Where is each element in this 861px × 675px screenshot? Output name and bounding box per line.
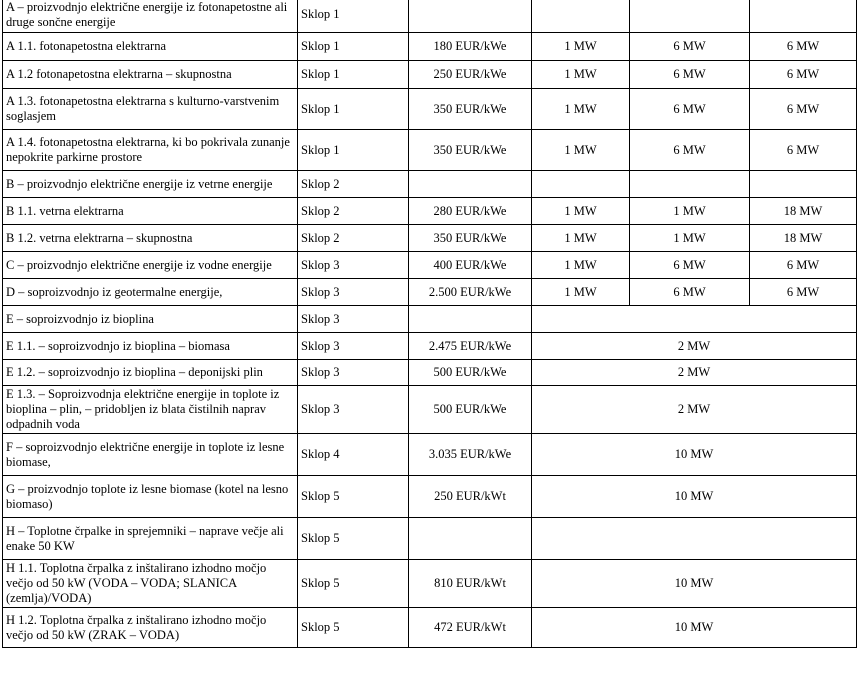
- power-min-cell: 1 MW: [532, 225, 630, 252]
- price-cell: 500 EUR/kWe: [409, 386, 532, 434]
- category-cell: C – proizvodnjo električne energije iz vodne energije: [3, 252, 298, 279]
- category-cell: A 1.4. fotonapetostna elektrarna, ki bo pokrivala zunanje nepokrite parkirne prostore: [3, 130, 298, 171]
- price-cell: 500 EUR/kWe: [409, 360, 532, 386]
- price-cell: [409, 306, 532, 333]
- power-max-cell: 6 MW: [750, 252, 857, 279]
- power-span-cell: 10 MW: [532, 434, 857, 476]
- sklop-cell: Sklop 5: [298, 476, 409, 518]
- power-max-cell: 6 MW: [750, 33, 857, 61]
- category-cell: H 1.2. Toplotna črpalka z inštalirano izhodno močjo večjo od 50 kW (ZRAK – VODA): [3, 608, 298, 648]
- power-span-cell: 10 MW: [532, 608, 857, 648]
- power-min-cell: 1 MW: [532, 33, 630, 61]
- power-min-cell: 1 MW: [532, 130, 630, 171]
- sklop-cell: Sklop 3: [298, 279, 409, 306]
- table-row: [3, 252, 857, 279]
- power-max-cell: 6 MW: [750, 61, 857, 89]
- table-body: [3, 0, 857, 648]
- power-min-cell: 1 MW: [532, 198, 630, 225]
- power-mid-cell: [630, 0, 750, 33]
- price-cell: 180 EUR/kWe: [409, 33, 532, 61]
- table-row: [3, 0, 857, 33]
- category-cell: A 1.3. fotonapetostna elektrarna s kulturno-varstvenim soglasjem: [3, 89, 298, 130]
- power-min-cell: [532, 171, 630, 198]
- power-mid-cell: 6 MW: [630, 89, 750, 130]
- sklop-cell: Sklop 5: [298, 518, 409, 560]
- category-cell: D – soproizvodnjo iz geotermalne energije,: [3, 279, 298, 306]
- power-max-cell: [750, 0, 857, 33]
- subsidy-table: [2, 0, 857, 648]
- power-max-cell: 6 MW: [750, 130, 857, 171]
- table-row: [3, 198, 857, 225]
- table-row: [3, 279, 857, 306]
- table-row: [3, 333, 857, 360]
- sklop-cell: Sklop 3: [298, 306, 409, 333]
- table-row: [3, 386, 857, 434]
- power-mid-cell: 1 MW: [630, 198, 750, 225]
- price-cell: 2.500 EUR/kWe: [409, 279, 532, 306]
- table-row: [3, 476, 857, 518]
- power-mid-cell: 6 MW: [630, 33, 750, 61]
- table-row: [3, 360, 857, 386]
- price-cell: 2.475 EUR/kWe: [409, 333, 532, 360]
- power-min-cell: 1 MW: [532, 252, 630, 279]
- sklop-cell: Sklop 5: [298, 608, 409, 648]
- sklop-cell: Sklop 3: [298, 333, 409, 360]
- table-row: [3, 89, 857, 130]
- table-row: [3, 33, 857, 61]
- category-cell: E 1.3. – Soproizvodnja električne energije in toplote iz bioplina – plin, – pridobljen iz blata čistilnih naprav odpadnih voda: [3, 386, 298, 434]
- power-mid-cell: 1 MW: [630, 225, 750, 252]
- category-cell: E 1.1. – soproizvodnjo iz bioplina – biomasa: [3, 333, 298, 360]
- power-mid-cell: [630, 171, 750, 198]
- table-row: [3, 225, 857, 252]
- power-min-cell: [532, 0, 630, 33]
- power-span-cell: 10 MW: [532, 476, 857, 518]
- power-mid-cell: 6 MW: [630, 130, 750, 171]
- power-span-cell: 2 MW: [532, 333, 857, 360]
- table-row: [3, 518, 857, 560]
- category-cell: H – Toplotne črpalke in sprejemniki – naprave večje ali enake 50 KW: [3, 518, 298, 560]
- sklop-cell: Sklop 3: [298, 360, 409, 386]
- price-cell: 250 EUR/kWe: [409, 61, 532, 89]
- table-row: [3, 306, 857, 333]
- category-cell: E 1.2. – soproizvodnjo iz bioplina – deponijski plin: [3, 360, 298, 386]
- sklop-cell: Sklop 3: [298, 386, 409, 434]
- category-cell: B 1.1. vetrna elektrarna: [3, 198, 298, 225]
- table-row: [3, 171, 857, 198]
- category-cell: B 1.2. vetrna elektrarna – skupnostna: [3, 225, 298, 252]
- table-row: [3, 61, 857, 89]
- power-mid-cell: 6 MW: [630, 279, 750, 306]
- power-min-cell: 1 MW: [532, 279, 630, 306]
- sklop-cell: Sklop 1: [298, 61, 409, 89]
- power-min-cell: 1 MW: [532, 61, 630, 89]
- price-cell: [409, 0, 532, 33]
- price-cell: 350 EUR/kWe: [409, 225, 532, 252]
- power-max-cell: 6 MW: [750, 279, 857, 306]
- power-max-cell: 18 MW: [750, 225, 857, 252]
- price-cell: 810 EUR/kWt: [409, 560, 532, 608]
- power-max-cell: 18 MW: [750, 198, 857, 225]
- price-cell: 400 EUR/kWe: [409, 252, 532, 279]
- power-span-cell: 2 MW: [532, 386, 857, 434]
- price-cell: 472 EUR/kWt: [409, 608, 532, 648]
- power-span-cell: 10 MW: [532, 560, 857, 608]
- sklop-cell: Sklop 3: [298, 252, 409, 279]
- price-cell: 350 EUR/kWe: [409, 89, 532, 130]
- price-cell: 250 EUR/kWt: [409, 476, 532, 518]
- category-cell: A 1.1. fotonapetostna elektrarna: [3, 33, 298, 61]
- category-cell: G – proizvodnjo toplote iz lesne biomase (kotel na lesno biomaso): [3, 476, 298, 518]
- power-max-cell: 6 MW: [750, 89, 857, 130]
- table-row: [3, 608, 857, 648]
- category-cell: F – soproizvodnjo električne energije in toplote iz lesne biomase,: [3, 434, 298, 476]
- category-cell: E – soproizvodnjo iz bioplina: [3, 306, 298, 333]
- sklop-cell: Sklop 1: [298, 0, 409, 33]
- power-min-cell: 1 MW: [532, 89, 630, 130]
- category-cell: H 1.1. Toplotna črpalka z inštalirano izhodno močjo večjo od 50 kW (VODA – VODA; SLANICA (zemlja)/VODA): [3, 560, 298, 608]
- sklop-cell: Sklop 1: [298, 130, 409, 171]
- power-mid-cell: 6 MW: [630, 252, 750, 279]
- sklop-cell: Sklop 4: [298, 434, 409, 476]
- price-cell: 280 EUR/kWe: [409, 198, 532, 225]
- table-row: [3, 434, 857, 476]
- table-row: [3, 560, 857, 608]
- category-cell: A 1.2 fotonapetostna elektrarna – skupnostna: [3, 61, 298, 89]
- power-span-cell: [532, 306, 857, 333]
- table-row: [3, 130, 857, 171]
- category-cell: B – proizvodnjo električne energije iz vetrne energije: [3, 171, 298, 198]
- sklop-cell: Sklop 2: [298, 225, 409, 252]
- power-span-cell: [532, 518, 857, 560]
- price-cell: [409, 518, 532, 560]
- sklop-cell: Sklop 5: [298, 560, 409, 608]
- power-max-cell: [750, 171, 857, 198]
- sklop-cell: Sklop 2: [298, 171, 409, 198]
- price-cell: 3.035 EUR/kWe: [409, 434, 532, 476]
- power-span-cell: 2 MW: [532, 360, 857, 386]
- sklop-cell: Sklop 2: [298, 198, 409, 225]
- sklop-cell: Sklop 1: [298, 89, 409, 130]
- price-cell: 350 EUR/kWe: [409, 130, 532, 171]
- sklop-cell: Sklop 1: [298, 33, 409, 61]
- price-cell: [409, 171, 532, 198]
- power-mid-cell: 6 MW: [630, 61, 750, 89]
- category-cell: A – proizvodnjo električne energije iz fotonapetostne ali druge sončne energije: [3, 0, 298, 33]
